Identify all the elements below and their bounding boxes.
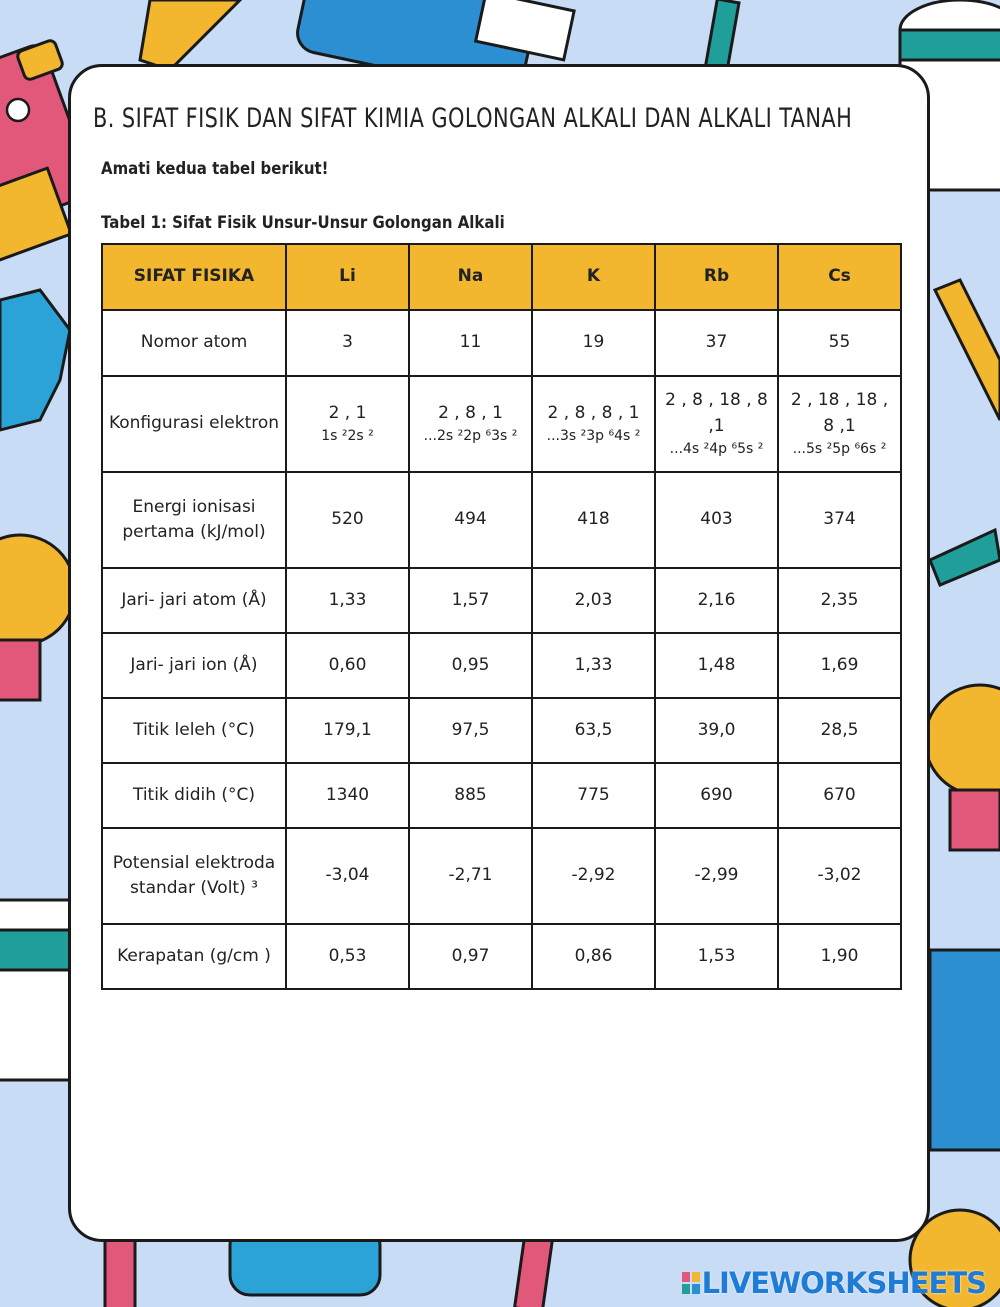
table-row <box>102 633 901 698</box>
config-orbital: ...3s ²3p ⁶4s ² <box>546 428 641 445</box>
row-label-line: Energi ionisasi <box>132 496 256 517</box>
watermark-text: LIVEWORKSHEETS <box>701 1266 986 1300</box>
row-label: Titik didih (°C) <box>102 763 286 828</box>
config-orbital: 1s ²2s ² <box>321 428 374 445</box>
header-cell: Cs <box>778 244 901 310</box>
table-cell: 418 <box>532 472 655 568</box>
table-row <box>102 698 901 763</box>
table-cell: 374 <box>778 472 901 568</box>
table-row <box>102 310 901 376</box>
table-cell: 1,90 <box>778 924 901 989</box>
table-header-row <box>102 244 901 310</box>
table-cell: 1,69 <box>778 633 901 698</box>
table-cell: 1,48 <box>655 633 778 698</box>
table-cell: 63,5 <box>532 698 655 763</box>
table-cell: -2,92 <box>532 828 655 924</box>
header-cell: SIFAT FISIKA <box>102 244 286 310</box>
config-shell: 2 , 8 , 1 <box>438 402 503 423</box>
table-cell: 0,60 <box>286 633 409 698</box>
table-cell: 885 <box>409 763 532 828</box>
table-cell: 690 <box>655 763 778 828</box>
table-cell: 775 <box>532 763 655 828</box>
table-cell: 670 <box>778 763 901 828</box>
table-cell: 3 <box>286 310 409 376</box>
config-shell: 2 , 8 , 18 , 8 ,1 <box>665 390 768 436</box>
row-label: Jari- jari ion (Å) <box>102 633 286 698</box>
table-cell: 179,1 <box>286 698 409 763</box>
table-cell: 0,97 <box>409 924 532 989</box>
table-cell: 2,35 <box>778 568 901 633</box>
beaker-icon <box>0 900 70 1080</box>
row-label: Jari- jari atom (Å) <box>102 568 286 633</box>
instruction-text: Amati kedua tabel berikut! <box>101 159 329 179</box>
row-label-line: Potensial elektroda <box>112 852 276 873</box>
lightbulb-icon <box>925 685 1000 850</box>
liveworksheets-logo-icon <box>682 1272 700 1294</box>
table-cell: -3,02 <box>778 828 901 924</box>
table-cell: 1,33 <box>532 633 655 698</box>
row-label-line: pertama (kJ/mol) <box>122 522 266 542</box>
table-cell: -2,71 <box>409 828 532 924</box>
config-orbital: ...5s ²5p ⁶6s ² <box>792 441 887 457</box>
header-cell: K <box>532 244 655 310</box>
table-cell: 520 <box>286 472 409 568</box>
worksheet-card <box>68 64 930 1242</box>
table-cell: 55 <box>778 310 901 376</box>
config-orbital: ...2s ²2p ⁶3s ² <box>423 428 518 445</box>
table-cell: 19 <box>532 310 655 376</box>
row-label: Nomor atom <box>102 310 286 376</box>
table-cell: 28,5 <box>778 698 901 763</box>
table-cell: 97,5 <box>409 698 532 763</box>
table-cell: 494 <box>409 472 532 568</box>
table-row <box>102 472 901 568</box>
table-cell: 1,57 <box>409 568 532 633</box>
table-cell: 11 <box>409 310 532 376</box>
table-cell: -2,99 <box>655 828 778 924</box>
row-label <box>102 472 286 568</box>
table-row <box>102 828 901 924</box>
table-cell <box>532 376 655 472</box>
config-shell: 2 , 8 , 8 , 1 <box>547 402 640 423</box>
table-row <box>102 924 901 989</box>
pencil-icon <box>140 0 240 70</box>
config-orbital: ...4s ²4p ⁶5s ² <box>669 441 764 457</box>
liveworksheets-watermark[interactable] <box>682 1266 986 1300</box>
table-row <box>102 763 901 828</box>
table-cell: 37 <box>655 310 778 376</box>
table-cell: 39,0 <box>655 698 778 763</box>
table-cell: 0,95 <box>409 633 532 698</box>
table-row <box>102 568 901 633</box>
table-cell: 0,53 <box>286 924 409 989</box>
table-cell: 403 <box>655 472 778 568</box>
table-cell <box>778 376 901 472</box>
pencil-icon <box>935 280 1000 420</box>
table-cell: 0,86 <box>532 924 655 989</box>
config-shell: 2 , 18 , 18 , 8 ,1 <box>790 390 889 436</box>
table-cell: -3,04 <box>286 828 409 924</box>
row-label: Kerapatan (g/cm ) <box>102 924 286 989</box>
table-cell: 1,33 <box>286 568 409 633</box>
alkali-properties-table <box>101 243 902 990</box>
header-cell: Na <box>409 244 532 310</box>
table-cell: 2,03 <box>532 568 655 633</box>
header-cell: Li <box>286 244 409 310</box>
table-cell <box>409 376 532 472</box>
header-cell: Rb <box>655 244 778 310</box>
row-label: Konfigurasi elektron <box>102 376 286 472</box>
table-cell <box>655 376 778 472</box>
table-caption: Tabel 1: Sifat Fisik Unsur-Unsur Golongan Alkali <box>101 213 505 233</box>
table-cell: 1340 <box>286 763 409 828</box>
row-label-line: standar (Volt) ³ <box>130 878 258 898</box>
page-title: B. SIFAT FISIK DAN SIFAT KIMIA GOLONGAN ALKALI DAN ALKALI TANAH <box>93 103 853 134</box>
table-cell <box>286 376 409 472</box>
table-cell: 2,16 <box>655 568 778 633</box>
glove-icon <box>0 290 70 430</box>
row-label: Titik leleh (°C) <box>102 698 286 763</box>
lightbulb-icon <box>0 535 75 700</box>
table-row <box>102 376 901 472</box>
table-cell: 1,53 <box>655 924 778 989</box>
beaker-icon <box>930 950 1000 1150</box>
config-shell: 2 , 1 <box>328 402 367 423</box>
row-label <box>102 828 286 924</box>
